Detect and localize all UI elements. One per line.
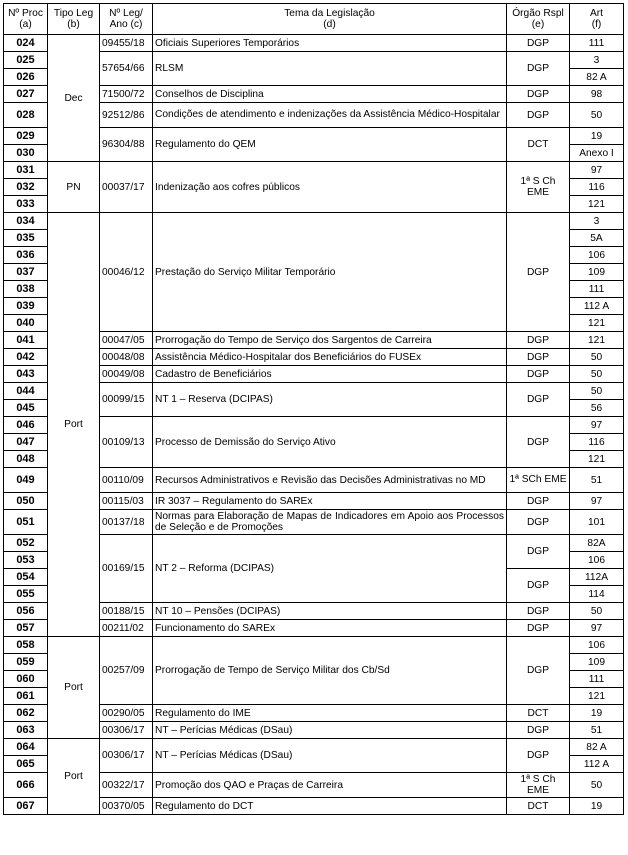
orgao-cell: DGP	[507, 569, 570, 603]
num-leg-cell: 71500/72	[100, 86, 153, 103]
orgao-cell: 1ª S Ch EME	[507, 162, 570, 213]
num-leg-cell: 00188/15	[100, 603, 153, 620]
art-cell: 5A	[570, 230, 624, 247]
orgao-cell: DGP	[507, 332, 570, 349]
table-row	[4, 739, 624, 756]
art-cell: 97	[570, 620, 624, 637]
tema-cell: Indenização aos cofres públicos	[153, 162, 507, 213]
proc-number-cell: 042	[4, 349, 48, 366]
art-cell: 112 A	[570, 756, 624, 773]
header-proc: Nº Proc (a)	[4, 4, 48, 35]
proc-number-cell: 046	[4, 417, 48, 434]
art-cell: 121	[570, 315, 624, 332]
num-leg-cell: 00099/15	[100, 383, 153, 417]
art-cell: 3	[570, 213, 624, 230]
art-cell: 121	[570, 332, 624, 349]
orgao-cell: DCT	[507, 705, 570, 722]
orgao-cell: DGP	[507, 620, 570, 637]
proc-number-cell: 034	[4, 213, 48, 230]
orgao-cell: DGP	[507, 739, 570, 773]
tema-cell: Promoção dos QAO e Praças de Carreira	[153, 773, 507, 798]
proc-number-cell: 026	[4, 69, 48, 86]
art-cell: 82 A	[570, 739, 624, 756]
art-cell: 106	[570, 637, 624, 654]
orgao-cell: DGP	[507, 722, 570, 739]
proc-number-cell: 024	[4, 35, 48, 52]
proc-number-cell: 067	[4, 798, 48, 815]
proc-number-cell: 055	[4, 586, 48, 603]
tema-cell: Funcionamento do SAREx	[153, 620, 507, 637]
art-cell: 51	[570, 468, 624, 493]
proc-number-cell: 039	[4, 298, 48, 315]
tema-cell: Normas para Elaboração de Mapas de Indicadores em Apoio aos Processos de Seleção e de Promoções	[153, 510, 507, 535]
orgao-cell: DGP	[507, 349, 570, 366]
tema-cell: NT 2 – Reforma (DCIPAS)	[153, 535, 507, 603]
orgao-cell: DCT	[507, 798, 570, 815]
proc-number-cell: 031	[4, 162, 48, 179]
proc-number-cell: 059	[4, 654, 48, 671]
art-cell: 50	[570, 349, 624, 366]
proc-number-cell: 028	[4, 103, 48, 128]
header-orgao: Órgão Rspl (e)	[507, 4, 570, 35]
proc-number-cell: 045	[4, 400, 48, 417]
proc-number-cell: 032	[4, 179, 48, 196]
num-leg-cell: 00306/17	[100, 722, 153, 739]
header-tipo-leg: Tipo Leg (b)	[48, 4, 100, 35]
art-cell: 106	[570, 247, 624, 264]
orgao-cell: DGP	[507, 510, 570, 535]
legislation-document	[3, 3, 624, 815]
art-cell: 121	[570, 196, 624, 213]
orgao-cell: DCT	[507, 128, 570, 162]
tema-cell: Oficiais Superiores Temporários	[153, 35, 507, 52]
art-cell: 19	[570, 128, 624, 145]
art-cell: 50	[570, 103, 624, 128]
num-leg-cell: 00037/17	[100, 162, 153, 213]
tema-cell: Cadastro de Beneficiários	[153, 366, 507, 383]
art-cell: 50	[570, 383, 624, 400]
num-leg-cell: 00110/09	[100, 468, 153, 493]
orgao-cell: 1ª SCh EME	[507, 468, 570, 493]
proc-number-cell: 041	[4, 332, 48, 349]
proc-number-cell: 027	[4, 86, 48, 103]
num-leg-cell: 00322/17	[100, 773, 153, 798]
proc-number-cell: 033	[4, 196, 48, 213]
tema-cell: Recursos Administrativos e Revisão das Decisões Administrativas no MD	[153, 468, 507, 493]
num-leg-cell: 00047/05	[100, 332, 153, 349]
header-tema: Tema da Legislação (d)	[153, 4, 507, 35]
header-art: Art (f)	[570, 4, 624, 35]
art-cell: 111	[570, 35, 624, 52]
table-row	[4, 637, 624, 654]
tema-cell: NT 1 – Reserva (DCIPAS)	[153, 383, 507, 417]
proc-number-cell: 047	[4, 434, 48, 451]
proc-number-cell: 029	[4, 128, 48, 145]
proc-number-cell: 043	[4, 366, 48, 383]
header-num-leg: Nº Leg/ Ano (c)	[100, 4, 153, 35]
proc-number-cell: 064	[4, 739, 48, 756]
num-leg-cell: 96304/88	[100, 128, 153, 162]
orgao-cell: DGP	[507, 52, 570, 86]
art-cell: 109	[570, 654, 624, 671]
tipo-leg-cell: Dec	[48, 35, 100, 162]
tema-cell: NT – Perícias Médicas (DSau)	[153, 739, 507, 773]
num-leg-cell: 92512/86	[100, 103, 153, 128]
art-cell: 101	[570, 510, 624, 535]
proc-number-cell: 058	[4, 637, 48, 654]
art-cell: 109	[570, 264, 624, 281]
proc-number-cell: 044	[4, 383, 48, 400]
num-leg-cell: 00169/15	[100, 535, 153, 603]
num-leg-cell: 57654/66	[100, 52, 153, 86]
proc-number-cell: 025	[4, 52, 48, 69]
art-cell: 121	[570, 688, 624, 705]
art-cell: 3	[570, 52, 624, 69]
proc-number-cell: 061	[4, 688, 48, 705]
num-leg-cell: 00109/13	[100, 417, 153, 468]
art-cell: 51	[570, 722, 624, 739]
proc-number-cell: 036	[4, 247, 48, 264]
tipo-leg-cell: Port	[48, 637, 100, 739]
tema-cell: Regulamento do IME	[153, 705, 507, 722]
proc-number-cell: 062	[4, 705, 48, 722]
tipo-leg-cell: Port	[48, 213, 100, 637]
orgao-cell: DGP	[507, 35, 570, 52]
table-body	[4, 35, 624, 815]
art-cell: 121	[570, 451, 624, 468]
art-cell: 97	[570, 162, 624, 179]
art-cell: 19	[570, 705, 624, 722]
art-cell: 50	[570, 773, 624, 798]
art-cell: 112A	[570, 569, 624, 586]
proc-number-cell: 052	[4, 535, 48, 552]
num-leg-cell: 00290/05	[100, 705, 153, 722]
art-cell: 116	[570, 179, 624, 196]
orgao-cell: DGP	[507, 213, 570, 332]
proc-number-cell: 051	[4, 510, 48, 535]
proc-number-cell: 049	[4, 468, 48, 493]
proc-number-cell: 053	[4, 552, 48, 569]
num-leg-cell: 00370/05	[100, 798, 153, 815]
art-cell: 114	[570, 586, 624, 603]
orgao-cell: DGP	[507, 535, 570, 569]
proc-number-cell: 060	[4, 671, 48, 688]
art-cell: 97	[570, 417, 624, 434]
art-cell: 98	[570, 86, 624, 103]
table-row	[4, 213, 624, 230]
orgao-cell: DGP	[507, 493, 570, 510]
art-cell: 111	[570, 281, 624, 298]
table-row	[4, 35, 624, 52]
art-cell: 50	[570, 603, 624, 620]
proc-number-cell: 030	[4, 145, 48, 162]
tema-cell: IR 3037 – Regulamento do SAREx	[153, 493, 507, 510]
tema-cell: Prestação do Serviço Militar Temporário	[153, 213, 507, 332]
tema-cell: Regulamento do QEM	[153, 128, 507, 162]
tema-cell: Prorrogação do Tempo de Serviço dos Sargentos de Carreira	[153, 332, 507, 349]
orgao-cell: 1ª S Ch EME	[507, 773, 570, 798]
art-cell: 116	[570, 434, 624, 451]
num-leg-cell: 00137/18	[100, 510, 153, 535]
num-leg-cell: 00306/17	[100, 739, 153, 773]
orgao-cell: DGP	[507, 417, 570, 468]
num-leg-cell: 00048/08	[100, 349, 153, 366]
art-cell: 97	[570, 493, 624, 510]
orgao-cell: DGP	[507, 103, 570, 128]
tema-cell: NT – Perícias Médicas (DSau)	[153, 722, 507, 739]
proc-number-cell: 065	[4, 756, 48, 773]
orgao-cell: DGP	[507, 603, 570, 620]
proc-number-cell: 037	[4, 264, 48, 281]
tema-cell: Assistência Médico-Hospitalar dos Beneficiários do FUSEx	[153, 349, 507, 366]
header-row	[4, 4, 624, 35]
art-cell: 106	[570, 552, 624, 569]
orgao-cell: DGP	[507, 383, 570, 417]
num-leg-cell: 00211/02	[100, 620, 153, 637]
proc-number-cell: 066	[4, 773, 48, 798]
art-cell: 19	[570, 798, 624, 815]
tipo-leg-cell: PN	[48, 162, 100, 213]
proc-number-cell: 063	[4, 722, 48, 739]
orgao-cell: DGP	[507, 86, 570, 103]
tema-cell: NT 10 – Pensões (DCIPAS)	[153, 603, 507, 620]
proc-number-cell: 048	[4, 451, 48, 468]
tema-cell: Processo de Demissão do Serviço Ativo	[153, 417, 507, 468]
tipo-leg-cell: Port	[48, 739, 100, 815]
proc-number-cell: 040	[4, 315, 48, 332]
num-leg-cell: 09455/18	[100, 35, 153, 52]
art-cell: 82 A	[570, 69, 624, 86]
orgao-cell: DGP	[507, 366, 570, 383]
table-row	[4, 162, 624, 179]
num-leg-cell: 00115/03	[100, 493, 153, 510]
art-cell: Anexo I	[570, 145, 624, 162]
art-cell: 82A	[570, 535, 624, 552]
proc-number-cell: 050	[4, 493, 48, 510]
tema-cell: Conselhos de Disciplina	[153, 86, 507, 103]
art-cell: 50	[570, 366, 624, 383]
legislation-table	[3, 3, 624, 815]
art-cell: 111	[570, 671, 624, 688]
proc-number-cell: 035	[4, 230, 48, 247]
tema-cell: Prorrogação de Tempo de Serviço Militar dos Cb/Sd	[153, 637, 507, 705]
orgao-cell: DGP	[507, 637, 570, 705]
art-cell: 56	[570, 400, 624, 417]
proc-number-cell: 057	[4, 620, 48, 637]
num-leg-cell: 00257/09	[100, 637, 153, 705]
proc-number-cell: 054	[4, 569, 48, 586]
tema-cell: Regulamento do DCT	[153, 798, 507, 815]
proc-number-cell: 038	[4, 281, 48, 298]
art-cell: 112 A	[570, 298, 624, 315]
num-leg-cell: 00046/12	[100, 213, 153, 332]
tema-cell: Condições de atendimento e indenizações da Assistência Médico-Hospitalar	[153, 103, 507, 128]
tema-cell: RLSM	[153, 52, 507, 86]
proc-number-cell: 056	[4, 603, 48, 620]
num-leg-cell: 00049/08	[100, 366, 153, 383]
